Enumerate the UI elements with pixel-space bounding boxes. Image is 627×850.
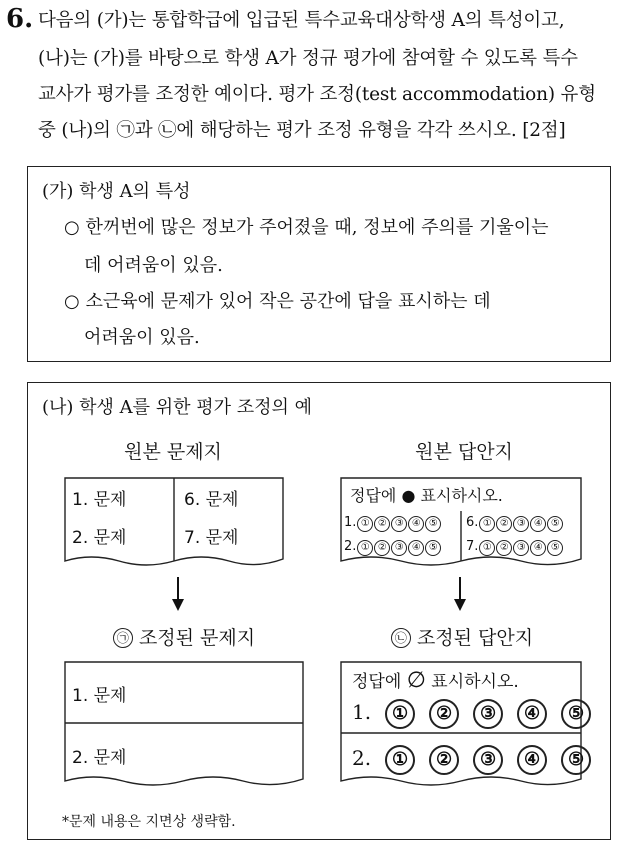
answer-row-1 bbox=[344, 515, 441, 532]
adjusted-answer-instruction bbox=[352, 667, 519, 693]
row-number: 1. bbox=[352, 700, 372, 724]
bullet-1-line-1: 한꺼번에 많은 정보가 주어졌을 때, 정보에 주의를 기울이는 bbox=[85, 217, 549, 238]
question-cell: 2. 문제 bbox=[72, 528, 127, 548]
filled-circle-icon: ● bbox=[401, 486, 416, 505]
original-answer-sheet-title: 원본 답안지 bbox=[415, 441, 513, 463]
choice-4[interactable]: ④ bbox=[530, 540, 546, 556]
adjusted-question-item: 1. 문제 bbox=[72, 686, 127, 706]
adjusted-answer-sheet-title bbox=[342, 623, 582, 650]
row-number: 2. bbox=[352, 746, 372, 770]
bullet-2 bbox=[64, 287, 491, 313]
choice-3[interactable]: ③ bbox=[473, 745, 503, 775]
bullet-marker: ○ bbox=[64, 217, 80, 238]
bullet-1-line-2: 데 어려움이 있음. bbox=[84, 255, 223, 276]
bullet-1 bbox=[64, 213, 549, 239]
choice-3[interactable]: ③ bbox=[391, 540, 407, 556]
question-line-2: (나)는 (가)를 바탕으로 학생 A가 정규 평가에 참여할 수 있도록 특수 bbox=[38, 48, 578, 69]
choice-4[interactable]: ④ bbox=[408, 540, 424, 556]
footnote: *문제 내용은 지면상 생략함. bbox=[62, 814, 236, 830]
choice-1[interactable]: ① bbox=[385, 699, 415, 729]
choice-2[interactable]: ② bbox=[429, 699, 459, 729]
question-line-3: 교사가 평가를 조정한 예이다. 평가 조정(test accommodation) 유형 bbox=[38, 84, 596, 105]
choice-1[interactable]: ① bbox=[357, 540, 373, 556]
question-number: 6. bbox=[6, 4, 34, 34]
instruction-prefix: 정답에 bbox=[350, 486, 397, 505]
choice-4[interactable]: ④ bbox=[408, 516, 424, 532]
choice-1[interactable]: ① bbox=[479, 516, 495, 532]
row-number: 2. bbox=[344, 539, 357, 554]
choice-2[interactable]: ② bbox=[374, 516, 390, 532]
marker-giyeok: ㉠ bbox=[113, 628, 133, 648]
adjusted-question-sheet-title bbox=[64, 623, 304, 650]
choice-5[interactable]: ⑤ bbox=[561, 699, 591, 729]
instruction-suffix: 표시하시오. bbox=[420, 486, 503, 505]
instruction-prefix: 정답에 bbox=[352, 672, 402, 692]
choice-2[interactable]: ② bbox=[496, 516, 512, 532]
original-answer-sheet bbox=[340, 477, 582, 573]
section-na-box bbox=[27, 382, 611, 840]
arrow-down-icon bbox=[172, 577, 184, 611]
choice-2[interactable]: ② bbox=[496, 540, 512, 556]
choice-3[interactable]: ③ bbox=[473, 699, 503, 729]
choice-2[interactable]: ② bbox=[429, 745, 459, 775]
bullet-2-line-1: 소근육에 문제가 있어 작은 공간에 답을 표시하는 데 bbox=[85, 291, 491, 312]
choice-5[interactable]: ⑤ bbox=[547, 540, 563, 556]
marker-nieun: ㉡ bbox=[391, 628, 411, 648]
answer-row-7 bbox=[466, 539, 563, 556]
slashed-circle-icon: ∅ bbox=[406, 668, 426, 693]
bullet-marker: ○ bbox=[64, 291, 80, 312]
answer-row-2 bbox=[344, 539, 441, 556]
choice-1[interactable]: ① bbox=[385, 745, 415, 775]
choice-4[interactable]: ④ bbox=[517, 745, 547, 775]
section-ga-title: (가) 학생 A의 특성 bbox=[42, 181, 191, 202]
question-line-4: 중 (나)의 ㉠과 ㉡에 해당하는 평가 조정 유형을 각각 쓰시오. [2점] bbox=[38, 120, 566, 141]
choice-4[interactable]: ④ bbox=[530, 516, 546, 532]
choice-3[interactable]: ③ bbox=[513, 540, 529, 556]
adjusted-answer-title-text: 조정된 답안지 bbox=[416, 627, 534, 649]
choice-1[interactable]: ① bbox=[357, 516, 373, 532]
adjusted-question-item: 2. 문제 bbox=[72, 748, 127, 768]
question-cell: 7. 문제 bbox=[184, 528, 239, 548]
adjusted-question-sheet bbox=[64, 661, 304, 793]
original-question-sheet bbox=[64, 477, 284, 573]
adjusted-question-title-text: 조정된 문제지 bbox=[138, 627, 256, 649]
instruction-suffix: 표시하시오. bbox=[431, 672, 519, 692]
choice-2[interactable]: ② bbox=[374, 540, 390, 556]
adjusted-answer-row-2 bbox=[352, 745, 591, 775]
choice-3[interactable]: ③ bbox=[391, 516, 407, 532]
choice-5[interactable]: ⑤ bbox=[561, 745, 591, 775]
choice-4[interactable]: ④ bbox=[517, 699, 547, 729]
row-number: 6. bbox=[466, 515, 479, 530]
section-ga-box bbox=[27, 166, 611, 362]
row-number: 7. bbox=[466, 539, 479, 554]
arrow-down-icon bbox=[454, 577, 466, 611]
adjusted-answer-sheet bbox=[340, 661, 585, 793]
adjusted-answer-row-1 bbox=[352, 699, 591, 729]
choice-3[interactable]: ③ bbox=[513, 516, 529, 532]
choice-5[interactable]: ⑤ bbox=[425, 516, 441, 532]
row-number: 1. bbox=[344, 515, 357, 530]
answer-row-6 bbox=[466, 515, 563, 532]
original-question-sheet-title: 원본 문제지 bbox=[124, 441, 222, 463]
original-answer-instruction bbox=[350, 483, 503, 506]
question-line-1: 다음의 (가)는 통합학급에 입급된 특수교육대상학생 A의 특성이고, bbox=[38, 10, 565, 31]
bullet-2-line-2: 어려움이 있음. bbox=[84, 327, 200, 348]
choice-1[interactable]: ① bbox=[479, 540, 495, 556]
choice-5[interactable]: ⑤ bbox=[547, 516, 563, 532]
question-cell: 6. 문제 bbox=[184, 490, 239, 510]
question-cell: 1. 문제 bbox=[72, 490, 127, 510]
choice-5[interactable]: ⑤ bbox=[425, 540, 441, 556]
section-na-title: (나) 학생 A를 위한 평가 조정의 예 bbox=[42, 397, 313, 418]
